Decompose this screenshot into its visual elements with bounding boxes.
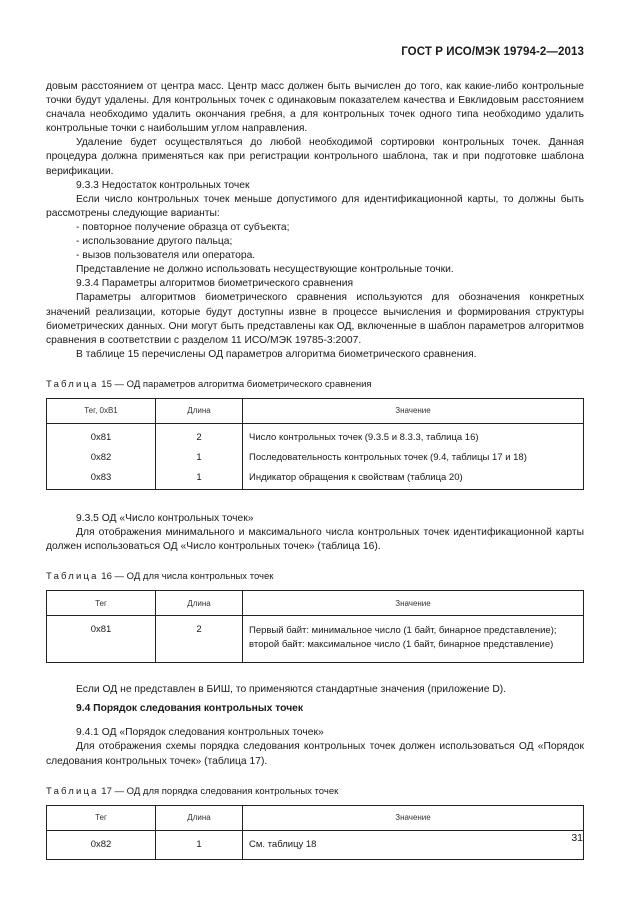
column-header: Тег (47, 805, 156, 830)
table-cell: 1 (156, 446, 243, 466)
paragraph: Удаление будет осуществляться до любой необходимой сортировки контрольных точек. Данная процедура должна применяться как при регистрации контрольного шаблона, так и при подготовке шаблона верификации. (46, 137, 584, 177)
column-header: Тег (47, 591, 156, 616)
table-cell: Число контрольных точек (9.3.5 и 8.3.3, таблица 16) (243, 423, 584, 446)
column-header: Длина (156, 398, 243, 423)
paragraph: Для отображения схемы порядка следования контрольных точек должен использоваться ОД «Порядок следования контрольных точек» (таблица 17). (46, 741, 584, 767)
table-cell: 0x81 (47, 616, 156, 663)
paragraph: Представление не должно использовать несуществующие контрольные точки. (76, 264, 454, 276)
table-row (47, 616, 584, 663)
table-header-row (47, 398, 584, 423)
table-16 (46, 590, 584, 663)
table-15-caption (46, 379, 584, 390)
table-15 (46, 398, 584, 490)
table-cell (243, 616, 584, 663)
page-body (46, 80, 584, 860)
table-header-row (47, 805, 584, 830)
paragraph: довым расстоянием от центра масс. Центр масс должен быть вычислен до того, как какие-либо контрольные точки будут удалены. Для контрольных точек с одинаковым показателем качества и Евклидовым расстоянием сначала необходимо удалить окончания гребня, а для контрольных точек одного типа необходимо удалить контрольные точки с наибольшим углом направления. (46, 81, 584, 135)
table-cell: 2 (156, 423, 243, 446)
document-header: ГОСТ Р ИСО/МЭК 19794-2—2013 (401, 46, 584, 58)
cell-line: второй байт: максимальное число (1 байт, бинарное представление) (249, 639, 554, 651)
table-cell: 0x83 (47, 466, 156, 490)
table-row (47, 446, 584, 466)
paragraph: Если число контрольных точек меньше допустимого для идентификационной карты, то должны быть рассмотрены следующие варианты: (46, 193, 584, 219)
table-cell: 0x82 (47, 446, 156, 466)
table-cell: Последовательность контрольных точек (9.4, таблицы 17 и 18) (243, 446, 584, 466)
table-row (47, 466, 584, 490)
table-cell: Индикатор обращения к свойствам (таблица 20) (243, 466, 584, 490)
section-heading-9-3-4: 9.3.4 Параметры алгоритмов биометрического сравнения (76, 278, 354, 290)
caption-text: 15 — ОД параметров алгоритма биометрического сравнения (101, 378, 372, 390)
section-heading-9-4-1: 9.4.1 ОД «Порядок следования контрольных точек» (76, 727, 324, 739)
column-header: Значение (243, 805, 584, 830)
section-heading-9-4: 9.4 Порядок следования контрольных точек (76, 703, 304, 715)
column-header: Длина (156, 591, 243, 616)
column-header: Значение (243, 398, 584, 423)
paragraph: Параметры алгоритмов биометрического сравнения используются для обозначения конкретных значений реализации, которые будут доступны извне в процессе вычисления и формирования структуры биометрических данных. Они могут быть представлены как ОД, включенные в шаблон параметров алгоритмов сравнения в соответствии с разделом 11 ИСО/МЭК 19785-3:2007. (46, 292, 584, 346)
caption-label: Таблица (46, 785, 99, 797)
caption-label: Таблица (46, 571, 99, 583)
table-16-caption (46, 571, 584, 582)
table-17-caption (46, 786, 584, 797)
section-heading-9-3-5: 9.3.5 ОД «Число контрольных точек» (76, 512, 254, 524)
column-header: Значение (243, 591, 584, 616)
column-header: Длина (156, 805, 243, 830)
paragraph: Если ОД не представлен в БИШ, то применяются стандартные значения (приложение D). (76, 684, 507, 696)
table-17 (46, 805, 584, 860)
caption-text: 17 — ОД для порядка следования контрольных точек (101, 785, 339, 797)
list-item: - повторное получение образца от субъекта; (76, 221, 290, 233)
cell-line: Первый байт: минимальное число (1 байт, бинарное представление); (249, 625, 557, 637)
list-item: - использование другого пальца; (76, 236, 233, 248)
list-item: - вызов пользователя или оператора. (76, 250, 256, 262)
table-header-row (47, 591, 584, 616)
table-row (47, 423, 584, 446)
paragraph: Для отображения минимального и максимального числа контрольных точек идентификационной карты должен использоваться ОД «Число контрольных точек» (таблица 16). (46, 526, 584, 553)
table-row (47, 830, 584, 859)
section-heading-9-3-3: 9.3.3 Недостаток контрольных точек (76, 179, 250, 191)
page-number: 31 (571, 832, 583, 844)
table-cell: 0x81 (47, 423, 156, 446)
table-cell: 1 (156, 466, 243, 490)
table-cell: 0x82 (47, 830, 156, 859)
column-header: Тег, 0хВ1 (47, 398, 156, 423)
table-cell: См. таблицу 18 (243, 830, 584, 859)
caption-text: 16 — ОД для числа контрольных точек (101, 571, 274, 583)
table-cell: 2 (156, 616, 243, 663)
paragraph: В таблице 15 перечислены ОД параметров алгоритма биометрического сравнения. (76, 348, 477, 360)
table-cell: 1 (156, 830, 243, 859)
caption-label: Таблица (46, 378, 99, 390)
